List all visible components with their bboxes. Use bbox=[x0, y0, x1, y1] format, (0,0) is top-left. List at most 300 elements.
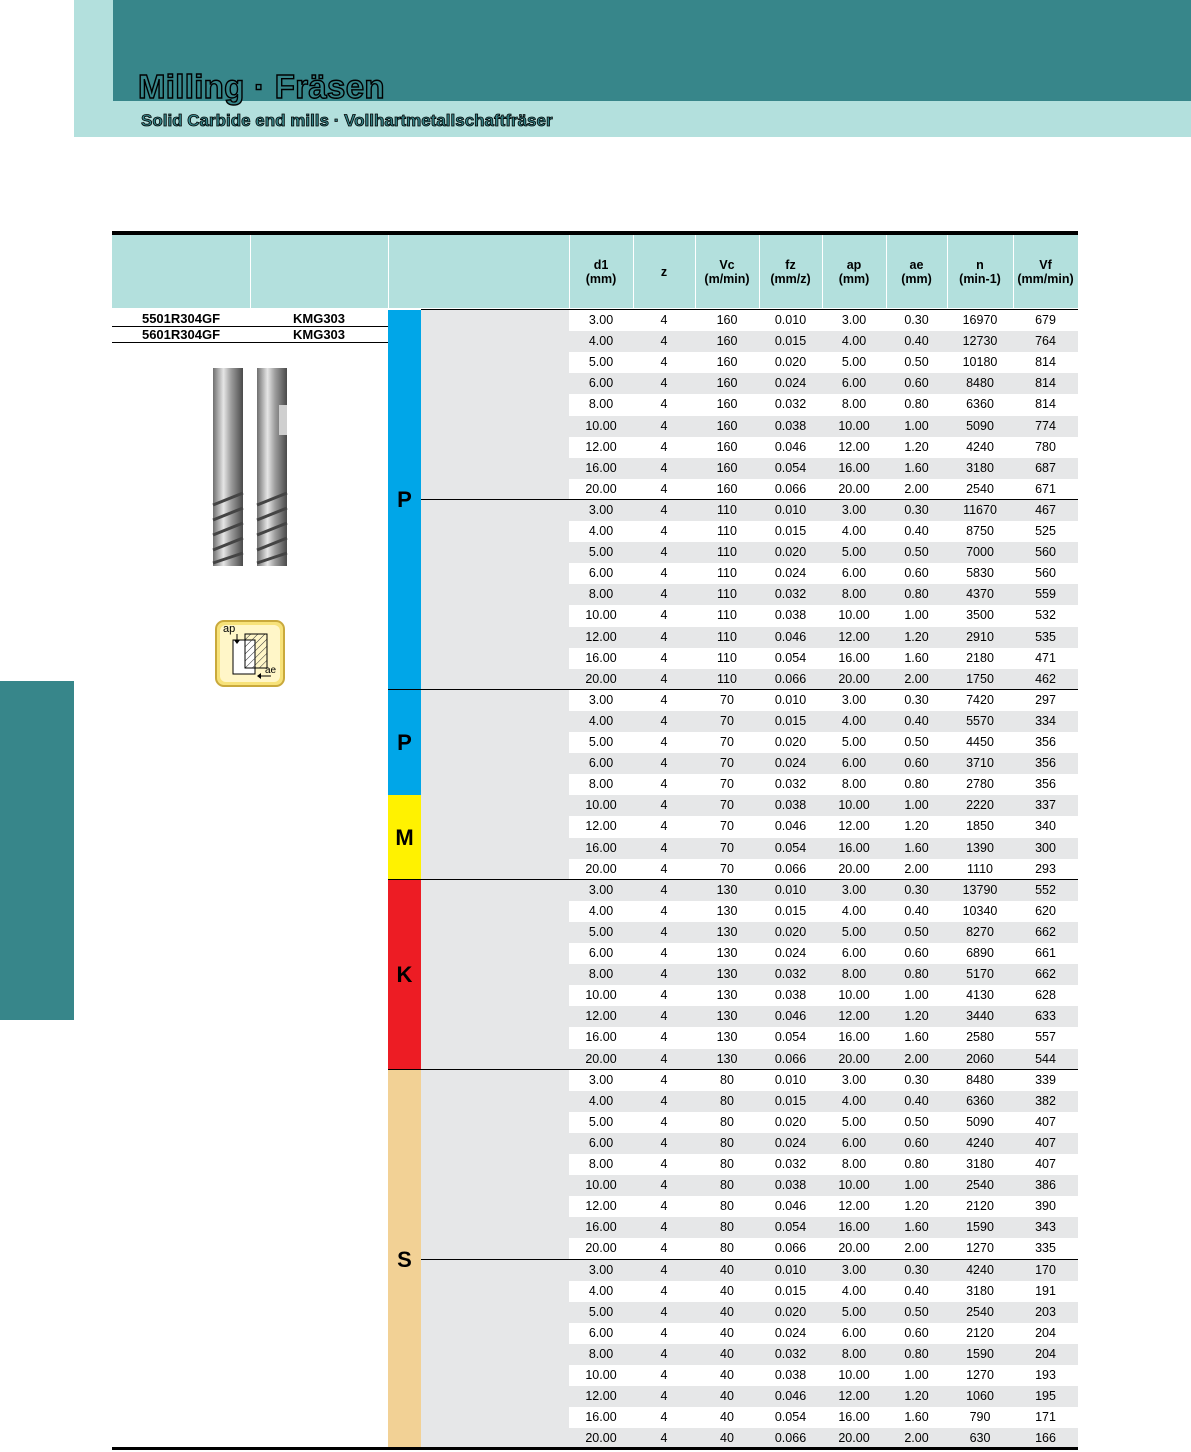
table-cell: 0.010 bbox=[774, 882, 807, 897]
table-cell: 0.046 bbox=[774, 1389, 807, 1404]
table-row bbox=[569, 1281, 1078, 1302]
table-cell: 2.00 bbox=[904, 861, 929, 876]
table-cell: 3.00 bbox=[588, 502, 614, 517]
table-cell: 16.00 bbox=[838, 1220, 870, 1235]
table-cell: 4 bbox=[660, 1199, 668, 1214]
table-cell: 4 bbox=[660, 313, 668, 327]
table-cell: 12.00 bbox=[585, 1389, 617, 1404]
column-header-unit: (mm) bbox=[838, 271, 870, 286]
table-cell: 0.038 bbox=[774, 1368, 807, 1382]
table-row bbox=[569, 1196, 1078, 1217]
table-cell: 1590 bbox=[966, 1346, 994, 1361]
table-cell: 0.50 bbox=[904, 924, 929, 939]
table-cell: 130 bbox=[716, 882, 738, 897]
table-cell: 110 bbox=[717, 608, 737, 623]
table-cell: 0.60 bbox=[904, 566, 929, 581]
table-cell: 471 bbox=[1035, 650, 1056, 665]
product-code: 5501R304GF bbox=[141, 311, 221, 326]
table-cell: 3180 bbox=[966, 1157, 994, 1171]
table-cell: 4 bbox=[660, 1114, 668, 1129]
table-cell: 3.00 bbox=[841, 692, 867, 707]
table-cell: 5.00 bbox=[841, 545, 867, 560]
table-cell: 633 bbox=[1035, 1009, 1056, 1024]
table-cell: 4 bbox=[660, 397, 668, 412]
table-cell: 4 bbox=[660, 1262, 668, 1277]
material-group-letter: M bbox=[395, 824, 414, 850]
table-cell: 5.00 bbox=[841, 1114, 867, 1129]
table-cell: 5.00 bbox=[841, 735, 867, 749]
table-cell: 0.032 bbox=[774, 397, 807, 412]
table-cell: 5.00 bbox=[588, 924, 614, 939]
table-cell: 13790 bbox=[962, 882, 998, 897]
column-header-symbol: n bbox=[976, 257, 984, 272]
table-cell: 0.80 bbox=[904, 777, 929, 792]
table-cell: 544 bbox=[1035, 1051, 1056, 1066]
table-cell: 560 bbox=[1035, 545, 1056, 560]
table-row bbox=[569, 880, 1078, 901]
table-cell: 16.00 bbox=[838, 460, 870, 475]
table-cell: 2540 bbox=[966, 1178, 994, 1193]
table-cell: 343 bbox=[1035, 1220, 1056, 1235]
table-cell: 12.00 bbox=[585, 629, 617, 644]
table-row bbox=[569, 669, 1078, 690]
table-cell: 552 bbox=[1035, 882, 1056, 897]
table-cell: 6360 bbox=[966, 397, 994, 412]
column-header-symbol: ae bbox=[909, 257, 924, 272]
header-divider bbox=[569, 235, 570, 308]
table-cell: 12.00 bbox=[838, 1199, 870, 1214]
table-cell: 0.015 bbox=[774, 713, 807, 728]
table-cell: 130 bbox=[716, 967, 738, 982]
table-cell: 2.00 bbox=[904, 1431, 929, 1446]
table-cell: 4 bbox=[660, 587, 668, 602]
table-cell: 4 bbox=[660, 819, 668, 834]
table-cell: 10340 bbox=[962, 903, 998, 918]
table-cell: 0.038 bbox=[774, 418, 807, 433]
table-cell: 0.046 bbox=[774, 439, 807, 454]
table-cell: 4 bbox=[660, 439, 668, 454]
table-cell: 6.00 bbox=[588, 566, 614, 581]
table-cell: 382 bbox=[1035, 1093, 1056, 1108]
table-cell: 16.00 bbox=[585, 460, 617, 475]
table-cell: 130 bbox=[716, 924, 738, 939]
table-cell: 8.00 bbox=[588, 1346, 614, 1361]
table-cell: 70 bbox=[720, 756, 734, 771]
table-cell: 10.00 bbox=[838, 1368, 870, 1382]
table-cell: 0.30 bbox=[904, 882, 929, 897]
table-cell: 4.00 bbox=[841, 524, 867, 538]
table-cell: 0.066 bbox=[774, 671, 807, 686]
table-cell: 5.00 bbox=[841, 355, 867, 370]
table-cell: 70 bbox=[720, 798, 734, 813]
table-cell: 356 bbox=[1035, 756, 1056, 771]
end-mill-1 bbox=[213, 368, 243, 566]
material-group-letter: K bbox=[396, 961, 413, 987]
product-grade: KMG303 bbox=[292, 327, 346, 342]
table-cell: 10.00 bbox=[585, 418, 617, 433]
table-cell: 0.054 bbox=[774, 1220, 807, 1235]
column-header-unit: (m/min) bbox=[704, 271, 750, 286]
table-cell: 8.00 bbox=[841, 397, 867, 412]
table-cell: 40 bbox=[720, 1389, 734, 1404]
table-cell: 1.60 bbox=[904, 1410, 929, 1425]
column-header-unit: (mm) bbox=[585, 271, 617, 286]
table-cell: 2910 bbox=[966, 629, 994, 644]
table-cell: 0.60 bbox=[904, 946, 929, 960]
table-row bbox=[569, 1154, 1078, 1175]
table-cell: 12.00 bbox=[838, 629, 870, 644]
table-cell: 16.00 bbox=[585, 1030, 617, 1045]
table-cell: 5.00 bbox=[588, 735, 614, 749]
table-cell: 1.00 bbox=[904, 988, 929, 1003]
table-cell: 0.066 bbox=[774, 1431, 807, 1446]
table-cell: 662 bbox=[1035, 924, 1056, 939]
table-row bbox=[569, 605, 1078, 626]
table-cell: 4 bbox=[660, 1346, 668, 1361]
table-cell: 0.038 bbox=[774, 1178, 807, 1193]
table-cell: 1.20 bbox=[904, 1009, 929, 1024]
table-cell: 4 bbox=[660, 650, 668, 665]
table-cell: 0.60 bbox=[904, 756, 929, 771]
table-cell: 40 bbox=[720, 1262, 734, 1277]
table-cell: 4 bbox=[660, 1431, 668, 1446]
table-cell: 70 bbox=[720, 777, 734, 792]
material-group-letter: S bbox=[397, 1246, 412, 1272]
table-cell: 80 bbox=[720, 1093, 734, 1108]
table-cell: 0.80 bbox=[904, 1157, 929, 1171]
table-row bbox=[569, 1407, 1078, 1428]
table-cell: 0.010 bbox=[774, 313, 807, 327]
table-cell: 4 bbox=[660, 1135, 668, 1150]
table-cell: 4 bbox=[660, 502, 668, 517]
table-cell: 20.00 bbox=[585, 1241, 617, 1256]
table-cell: 130 bbox=[716, 1009, 738, 1024]
table-cell: 4 bbox=[660, 1072, 668, 1087]
product-grade: KMG303 bbox=[292, 311, 346, 326]
table-cell: 4 bbox=[660, 924, 668, 939]
table-cell: 193 bbox=[1035, 1368, 1056, 1382]
table-cell: 662 bbox=[1035, 967, 1056, 982]
table-cell: 4.00 bbox=[841, 713, 867, 728]
table-row bbox=[569, 1175, 1078, 1196]
table-cell: 5.00 bbox=[588, 545, 614, 560]
table-cell: 390 bbox=[1035, 1199, 1056, 1214]
table-cell: 0.024 bbox=[774, 946, 807, 960]
table-cell: 4 bbox=[660, 671, 668, 686]
table-row bbox=[569, 1006, 1078, 1027]
product-code: 5601R304GF bbox=[141, 327, 221, 342]
table-cell: 170 bbox=[1035, 1262, 1056, 1277]
table-cell: 160 bbox=[716, 334, 738, 349]
table-cell: 2.00 bbox=[904, 671, 929, 686]
table-cell: 0.054 bbox=[774, 1030, 807, 1045]
table-cell: 20.00 bbox=[585, 861, 617, 876]
table-cell: 0.40 bbox=[904, 903, 929, 918]
column-header-unit: (mm) bbox=[901, 271, 932, 286]
table-cell: 10.00 bbox=[838, 418, 870, 433]
table-cell: 6.00 bbox=[588, 1135, 614, 1150]
table-cell: 4.00 bbox=[841, 1283, 867, 1298]
column-header bbox=[569, 235, 633, 308]
page-title: Milling · Fräsen bbox=[138, 68, 385, 105]
table-cell: 6890 bbox=[966, 946, 994, 960]
table-cell: 0.046 bbox=[774, 1199, 807, 1214]
table-cell: 8.00 bbox=[841, 1346, 867, 1361]
table-cell: 0.40 bbox=[904, 1093, 929, 1108]
table-cell: 0.80 bbox=[904, 1346, 929, 1361]
table-cell: 337 bbox=[1035, 798, 1056, 813]
table-cell: 628 bbox=[1035, 988, 1056, 1003]
table-cell: 8480 bbox=[966, 376, 994, 391]
table-cell: 0.020 bbox=[774, 355, 807, 370]
table-cell: 0.024 bbox=[774, 756, 807, 771]
table-cell: 4.00 bbox=[588, 713, 614, 728]
table-cell: 0.40 bbox=[904, 334, 929, 349]
table-cell: 0.020 bbox=[774, 1114, 807, 1129]
table-cell: 160 bbox=[716, 439, 738, 454]
table-cell: 3.00 bbox=[841, 1262, 867, 1277]
table-cell: 4 bbox=[660, 1220, 668, 1235]
table-cell: 671 bbox=[1035, 481, 1056, 496]
table-cell: 40 bbox=[720, 1325, 734, 1340]
table-cell: 4 bbox=[660, 1389, 668, 1404]
table-cell: 20.00 bbox=[838, 861, 870, 876]
table-cell: 525 bbox=[1035, 524, 1056, 538]
table-cell: 300 bbox=[1035, 840, 1056, 855]
column-header bbox=[1013, 235, 1078, 308]
table-cell: 4 bbox=[660, 946, 668, 960]
table-row bbox=[569, 690, 1078, 711]
table-cell: 4 bbox=[660, 713, 668, 728]
table-row bbox=[569, 500, 1078, 521]
table-cell: 20.00 bbox=[585, 1431, 617, 1446]
table-cell: 0.015 bbox=[774, 903, 807, 918]
table-cell: 4 bbox=[660, 777, 668, 792]
table-cell: 0.30 bbox=[904, 692, 929, 707]
block-separator bbox=[388, 1069, 1078, 1070]
table-cell: 2540 bbox=[966, 481, 994, 496]
table-cell: 1850 bbox=[966, 819, 994, 834]
table-cell: 1.00 bbox=[904, 798, 929, 813]
table-cell: 4 bbox=[660, 460, 668, 475]
table-cell: 160 bbox=[716, 313, 738, 327]
table-cell: 0.046 bbox=[774, 819, 807, 834]
table-cell: 4240 bbox=[966, 439, 994, 454]
block-separator bbox=[421, 309, 1078, 310]
table-cell: 110 bbox=[717, 502, 737, 517]
column-header-unit: (min-1) bbox=[959, 271, 1001, 286]
table-cell: 70 bbox=[720, 735, 734, 749]
table-cell: 2.00 bbox=[904, 1051, 929, 1066]
table-cell: 1270 bbox=[966, 1368, 994, 1382]
table-cell: 4 bbox=[660, 756, 668, 771]
header-divider bbox=[759, 235, 760, 308]
table-cell: 559 bbox=[1035, 587, 1056, 602]
table-cell: 1.60 bbox=[904, 650, 929, 665]
table-cell: 3.00 bbox=[841, 313, 867, 327]
table-cell: 4 bbox=[660, 903, 668, 918]
table-cell: 8.00 bbox=[841, 967, 867, 982]
table-cell: 0.054 bbox=[774, 1410, 807, 1425]
header-divider bbox=[633, 235, 634, 308]
table-cell: 557 bbox=[1035, 1030, 1056, 1045]
table-cell: 3.00 bbox=[588, 1072, 614, 1087]
table-cell: 4370 bbox=[966, 587, 994, 602]
table-cell: 1.20 bbox=[904, 819, 929, 834]
table-row bbox=[569, 352, 1078, 373]
column-header-symbol: Vf bbox=[1039, 257, 1052, 272]
table-cell: 10.00 bbox=[585, 608, 617, 623]
table-cell: 1.00 bbox=[904, 418, 929, 433]
table-cell: 0.60 bbox=[904, 1135, 929, 1150]
table-cell: 166 bbox=[1035, 1431, 1056, 1446]
table-cell: 70 bbox=[720, 840, 734, 855]
table-row bbox=[569, 943, 1078, 964]
table-cell: 130 bbox=[716, 903, 738, 918]
table-row bbox=[569, 1091, 1078, 1112]
table-cell: 6.00 bbox=[588, 376, 614, 391]
table-row bbox=[569, 1323, 1078, 1344]
table-cell: 4 bbox=[660, 355, 668, 370]
table-cell: 8270 bbox=[966, 924, 994, 939]
table-cell: 8.00 bbox=[841, 777, 867, 792]
table-cell: 16.00 bbox=[585, 1410, 617, 1425]
table-cell: 10.00 bbox=[585, 798, 617, 813]
table-cell: 5.00 bbox=[588, 355, 614, 370]
table-cell: 4 bbox=[660, 1030, 668, 1045]
table-cell: 630 bbox=[969, 1431, 991, 1446]
table-cell: 110 bbox=[717, 545, 737, 560]
table-cell: 160 bbox=[716, 355, 738, 370]
table-row bbox=[569, 1302, 1078, 1323]
table-cell: 10.00 bbox=[585, 1368, 617, 1382]
table-cell: 6.00 bbox=[841, 1135, 867, 1150]
block-separator bbox=[388, 879, 1078, 880]
table-cell: 0.010 bbox=[774, 502, 807, 517]
table-cell: 0.020 bbox=[774, 1304, 807, 1319]
table-row bbox=[569, 901, 1078, 922]
table-cell: 110 bbox=[717, 524, 737, 538]
header-divider bbox=[250, 235, 251, 308]
table-cell: 814 bbox=[1035, 397, 1056, 412]
table-cell: 0.032 bbox=[774, 587, 807, 602]
table-cell: 335 bbox=[1035, 1241, 1056, 1256]
column-header bbox=[947, 235, 1013, 308]
table-cell: 12.00 bbox=[585, 439, 617, 454]
table-cell: 4 bbox=[660, 334, 668, 349]
table-row bbox=[569, 373, 1078, 394]
table-cell: 160 bbox=[716, 397, 738, 412]
table-cell: 20.00 bbox=[838, 1241, 870, 1256]
header-divider bbox=[947, 235, 948, 308]
table-cell: 110 bbox=[717, 566, 737, 581]
column-header-symbol: Vc bbox=[719, 257, 735, 272]
table-cell: 386 bbox=[1035, 1178, 1056, 1193]
table-cell: 4 bbox=[660, 1009, 668, 1024]
table-cell: 3.00 bbox=[588, 1262, 614, 1277]
table-cell: 0.038 bbox=[774, 798, 807, 813]
table-cell: 4 bbox=[660, 840, 668, 855]
table-cell: 1590 bbox=[966, 1220, 994, 1235]
table-cell: 3710 bbox=[966, 756, 994, 771]
table-row bbox=[569, 394, 1078, 415]
table-row bbox=[569, 331, 1078, 352]
table-cell: 80 bbox=[720, 1157, 734, 1171]
table-cell: 40 bbox=[720, 1304, 734, 1319]
table-cell: 4 bbox=[660, 1283, 668, 1298]
table-cell: 0.40 bbox=[904, 713, 929, 728]
block-separator bbox=[421, 499, 1078, 500]
table-cell: 2780 bbox=[966, 777, 994, 792]
table-cell: 0.50 bbox=[904, 545, 929, 560]
table-cell: 204 bbox=[1035, 1346, 1056, 1361]
table-cell: 0.024 bbox=[774, 566, 807, 581]
table-cell: 16.00 bbox=[585, 1220, 617, 1235]
table-cell: 195 bbox=[1035, 1389, 1056, 1404]
table-cell: 2120 bbox=[966, 1199, 994, 1214]
table-cell: 20.00 bbox=[838, 1431, 870, 1446]
table-row bbox=[569, 1133, 1078, 1154]
table-cell: 407 bbox=[1035, 1135, 1056, 1150]
table-cell: 0.50 bbox=[904, 735, 929, 749]
table-cell: 0.032 bbox=[774, 967, 807, 982]
table-cell: 16970 bbox=[962, 313, 998, 327]
material-group-letter: P bbox=[397, 486, 412, 512]
table-row bbox=[569, 1238, 1078, 1259]
product-row bbox=[112, 327, 388, 343]
table-cell: 4 bbox=[660, 1178, 668, 1193]
table-row bbox=[569, 479, 1078, 500]
table-cell: 339 bbox=[1035, 1072, 1056, 1087]
table-row bbox=[569, 416, 1078, 437]
table-cell: 535 bbox=[1035, 629, 1056, 644]
table-cell: 6.00 bbox=[588, 946, 614, 960]
table-cell: 1060 bbox=[966, 1389, 994, 1404]
table-cell: 20.00 bbox=[838, 1051, 870, 1066]
table-cell: 774 bbox=[1035, 418, 1056, 433]
table-cell: 4 bbox=[660, 798, 668, 813]
table-cell: 16.00 bbox=[838, 1410, 870, 1425]
table-cell: 2220 bbox=[966, 798, 994, 813]
table-cell: 0.032 bbox=[774, 1157, 807, 1171]
table-cell: 0.066 bbox=[774, 481, 807, 496]
table-row bbox=[569, 1049, 1078, 1070]
table-cell: 0.020 bbox=[774, 735, 807, 749]
table-cell: 110 bbox=[717, 671, 737, 686]
table-cell: 4240 bbox=[966, 1262, 994, 1277]
table-cell: 204 bbox=[1035, 1325, 1056, 1340]
table-cell: 356 bbox=[1035, 777, 1056, 792]
table-cell: 6.00 bbox=[841, 1325, 867, 1340]
table-cell: 0.024 bbox=[774, 1325, 807, 1340]
column-header-symbol: ap bbox=[846, 257, 862, 272]
material-group-letter: P bbox=[397, 729, 412, 755]
table-cell: 80 bbox=[720, 1114, 734, 1129]
table-cell: 16.00 bbox=[585, 840, 617, 855]
table-cell: 0.024 bbox=[774, 1135, 807, 1150]
table-cell: 5170 bbox=[966, 967, 994, 982]
table-cell: 70 bbox=[720, 861, 734, 876]
table-cell: 10.00 bbox=[838, 988, 870, 1003]
table-cell: 4 bbox=[660, 988, 668, 1003]
table-cell: 0.054 bbox=[774, 650, 807, 665]
table-cell: 334 bbox=[1035, 713, 1056, 728]
table-row bbox=[569, 774, 1078, 795]
table-cell: 40 bbox=[720, 1283, 734, 1298]
table-cell: 3.00 bbox=[841, 502, 867, 517]
table-cell: 4.00 bbox=[588, 903, 614, 918]
table-cell: 560 bbox=[1035, 566, 1056, 581]
